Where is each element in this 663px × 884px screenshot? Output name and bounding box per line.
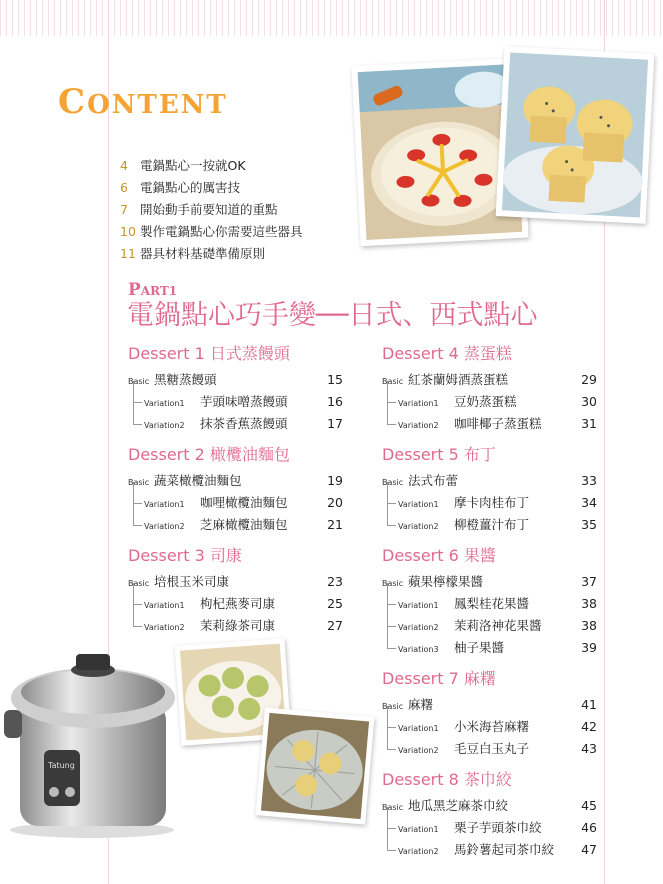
cooker-brand-label: Tatung xyxy=(48,761,75,770)
intro-item[interactable]: 10 製作電鍋點心你需要這些器具 xyxy=(120,224,303,239)
toc-entry-variation[interactable]: Variation2 咖啡椰子蒸蛋糕 31 xyxy=(382,413,597,435)
toc-entry-variation[interactable]: Variation1 栗子芋頭茶巾絞 46 xyxy=(382,817,597,839)
toc-entry-variation[interactable]: Variation3 柚子果醬 39 xyxy=(382,637,597,659)
part-label: PART1 xyxy=(128,280,178,300)
toc-entry-basic[interactable]: Basic 黑糖蒸饅頭 15 xyxy=(128,372,343,387)
toc-entry-basic[interactable]: Basic 培根玉米司康 23 xyxy=(128,574,343,589)
toc-entry-variation[interactable]: Variation1 豆奶蒸蛋糕 30 xyxy=(382,391,597,413)
toc-entry-variation[interactable]: Variation2 柳橙薑汁布丁 35 xyxy=(382,514,597,536)
toc-entry-variation[interactable]: Variation2 茉莉洛神花果醬 38 xyxy=(382,615,597,637)
intro-item[interactable]: 7 開始動手前要知道的重點 xyxy=(120,202,278,217)
toc-column-right xyxy=(382,342,597,861)
toc-entry-variation[interactable]: Variation2 芝麻橄欖油麵包 21 xyxy=(128,514,343,536)
toc-entry-basic[interactable]: Basic 蔬菜橄欖油麵包 19 xyxy=(128,473,343,488)
muffins-photo xyxy=(496,46,655,224)
toc-entry-basic[interactable]: Basic 麻糬 41 xyxy=(382,697,597,712)
intro-item[interactable]: 4 電鍋點心一按就OK xyxy=(120,158,246,173)
muffins-illustration xyxy=(496,46,655,224)
section-heading[interactable]: Dessert 4 蒸蛋糕 xyxy=(382,344,512,363)
toc-entry-variation[interactable]: Variation1 摩卡肉桂布丁 34 xyxy=(382,492,597,514)
section-heading[interactable]: Dessert 6 果醬 xyxy=(382,546,496,565)
toc-entry-variation[interactable]: Variation1 芋頭味噌蒸饅頭 16 xyxy=(128,391,343,413)
section-heading[interactable]: Dessert 3 司康 xyxy=(128,546,242,565)
section-heading[interactable]: Dessert 7 麻糬 xyxy=(382,669,496,688)
content-title: CONTENT xyxy=(58,82,228,122)
section-heading[interactable]: Dessert 5 布丁 xyxy=(382,445,496,464)
part-title: 電鍋點心巧手變──日式、西式點心 xyxy=(127,300,538,331)
toc-entry-variation[interactable]: Variation1 小米海苔麻糬 42 xyxy=(382,716,597,738)
intro-item[interactable]: 11 器具材料基礎準備原則 xyxy=(120,246,266,261)
toc-entry-basic[interactable]: Basic 紅茶蘭姆酒蒸蛋糕 29 xyxy=(382,372,597,387)
toc-entry-variation[interactable]: Variation2 抹茶香蕉蒸饅頭 17 xyxy=(128,413,343,435)
toc-entry-variation[interactable]: Variation2 茉莉綠茶司康 27 xyxy=(128,615,343,637)
section-heading[interactable]: Dessert 1 日式蒸饅頭 xyxy=(128,344,290,363)
intro-list xyxy=(120,155,303,265)
toc-entry-variation[interactable]: Variation1 鳳梨桂花果醬 38 xyxy=(382,593,597,615)
toc-entry-basic[interactable]: Basic 法式布蕾 33 xyxy=(382,473,597,488)
steamed-buns-photo xyxy=(256,707,375,824)
toc-entry-variation[interactable]: Variation2 毛豆白玉丸子 43 xyxy=(382,738,597,760)
section-heading[interactable]: Dessert 2 橄欖油麵包 xyxy=(128,445,290,464)
steamed-buns-illustration xyxy=(256,707,375,824)
toc-entry-variation[interactable]: Variation2 馬鈴薯起司茶巾絞 47 xyxy=(382,839,597,861)
toc-column-left xyxy=(128,342,343,637)
toc-entry-basic[interactable]: Basic 地瓜黑芝麻茶巾絞 45 xyxy=(382,798,597,813)
toc-entry-variation[interactable]: Variation1 枸杞燕麥司康 25 xyxy=(128,593,343,615)
rice-cooker-photo xyxy=(0,640,190,840)
header-stripes xyxy=(0,0,663,36)
intro-item[interactable]: 6 電鍋點心的厲害技 xyxy=(120,180,241,195)
section-heading[interactable]: Dessert 8 茶巾絞 xyxy=(382,770,512,789)
toc-entry-basic[interactable]: Basic 蘋果檸檬果醬 37 xyxy=(382,574,597,589)
toc-entry-variation[interactable]: Variation1 咖哩橄欖油麵包 20 xyxy=(128,492,343,514)
rice-cooker-illustration xyxy=(0,640,190,840)
